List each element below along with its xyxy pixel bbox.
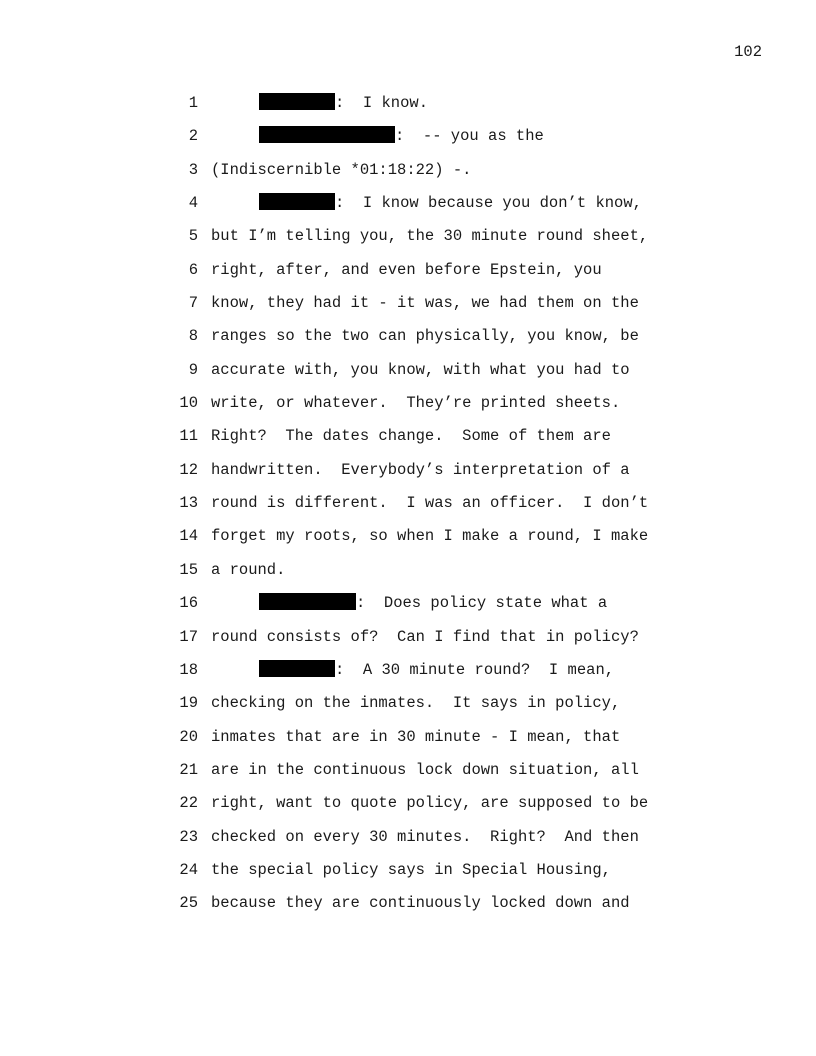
line-text: : I know because you don’t know, xyxy=(335,194,642,213)
line-number: 9 xyxy=(188,360,198,379)
line-number: 15 xyxy=(179,560,198,579)
line-number: 1 xyxy=(188,94,198,112)
line-content xyxy=(211,460,630,480)
line-text: forget my roots, so when I make a round, I make xyxy=(211,527,649,546)
speaker-redaction-box xyxy=(259,660,335,677)
line-text: are in the continuous lock down situation, all xyxy=(211,760,639,779)
speaker-redaction-box xyxy=(259,593,356,610)
line-content xyxy=(259,593,607,613)
transcript-line xyxy=(0,393,816,426)
line-text: (Indiscernible *01:18:22) -. xyxy=(211,160,472,179)
line-content xyxy=(211,727,620,747)
line-number: 10 xyxy=(179,394,198,413)
transcript-line xyxy=(0,293,816,326)
line-content xyxy=(211,260,602,280)
line-text: : A 30 minute round? I mean, xyxy=(335,660,615,679)
line-number: 25 xyxy=(179,894,198,913)
transcript-line xyxy=(0,160,816,193)
line-number: 24 xyxy=(179,860,198,879)
line-content xyxy=(211,293,639,313)
line-text: round is different. I was an officer. I don’t xyxy=(211,494,649,513)
line-number: 5 xyxy=(188,227,198,246)
transcript-line xyxy=(0,827,816,860)
transcript-line xyxy=(0,226,816,259)
line-text: right, want to quote policy, are supposed to be xyxy=(211,794,649,813)
line-text: the special policy says in Special Housing, xyxy=(211,860,611,879)
line-text: Right? The dates change. Some of them are xyxy=(211,427,611,446)
transcript-line xyxy=(0,560,816,593)
transcript-line xyxy=(0,193,816,226)
line-content xyxy=(211,827,639,847)
line-number: 21 xyxy=(179,760,198,779)
transcript-line xyxy=(0,426,816,459)
line-text: inmates that are in 30 minute - I mean, that xyxy=(211,727,621,746)
line-number: 7 xyxy=(188,294,198,313)
line-text: right, after, and even before Epstein, you xyxy=(211,260,602,279)
line-content xyxy=(211,160,471,180)
transcript-line xyxy=(0,860,816,893)
speaker-redaction-box xyxy=(259,126,395,143)
transcript-line xyxy=(0,893,816,926)
transcript-line xyxy=(0,126,816,159)
line-content xyxy=(211,693,620,713)
line-content xyxy=(211,326,639,346)
line-number: 11 xyxy=(179,427,198,446)
line-content xyxy=(211,560,285,580)
line-number: 8 xyxy=(188,327,198,346)
transcript-line xyxy=(0,627,816,660)
line-number: 2 xyxy=(188,127,198,146)
line-content xyxy=(211,493,648,513)
line-text: accurate with, you know, with what you had to xyxy=(211,360,630,379)
line-content xyxy=(259,93,428,113)
line-number: 14 xyxy=(179,527,198,546)
line-content xyxy=(211,226,648,246)
line-number: 23 xyxy=(179,827,198,846)
line-content xyxy=(259,660,614,680)
line-text: round consists of? Can I find that in policy? xyxy=(211,627,639,646)
transcript-line xyxy=(0,460,816,493)
line-number: 18 xyxy=(179,660,198,679)
transcript-line xyxy=(0,326,816,359)
transcript-line xyxy=(0,693,816,726)
line-text: : Does policy state what a xyxy=(356,594,608,613)
line-text: know, they had it - it was, we had them on the xyxy=(211,294,639,313)
line-content xyxy=(259,126,544,146)
line-content xyxy=(211,793,648,813)
transcript-line xyxy=(0,727,816,760)
transcript-line xyxy=(0,593,816,626)
line-number: 17 xyxy=(179,627,198,646)
line-text: because they are continuously locked down and xyxy=(211,894,630,913)
transcript-line xyxy=(0,260,816,293)
transcript-line xyxy=(0,793,816,826)
line-number: 6 xyxy=(188,260,198,279)
speaker-redaction-box xyxy=(259,193,335,210)
line-text: handwritten. Everybody’s interpretation of a xyxy=(211,460,630,479)
line-number: 16 xyxy=(179,594,198,613)
transcript-line xyxy=(0,360,816,393)
transcript-line xyxy=(0,493,816,526)
line-text: : I know. xyxy=(335,94,429,112)
line-content xyxy=(211,893,630,913)
line-content xyxy=(211,426,611,446)
line-number: 3 xyxy=(188,160,198,179)
line-text: checked on every 30 minutes. Right? And then xyxy=(211,827,639,846)
transcript-line xyxy=(0,760,816,793)
transcript-line xyxy=(0,660,816,693)
line-text: write, or whatever. They’re printed sheets. xyxy=(211,394,621,413)
line-text: : -- you as the xyxy=(395,127,544,146)
line-number: 12 xyxy=(179,460,198,479)
line-number: 13 xyxy=(179,494,198,513)
transcript-body xyxy=(0,93,816,927)
line-number: 22 xyxy=(179,794,198,813)
line-text: but I’m telling you, the 30 minute round sheet, xyxy=(211,227,649,246)
transcript-line xyxy=(0,93,816,126)
line-content xyxy=(211,627,639,647)
line-content xyxy=(211,360,630,380)
line-content xyxy=(211,393,620,413)
page-number: 102 xyxy=(734,43,762,61)
line-text: checking on the inmates. It says in policy, xyxy=(211,694,621,713)
line-content xyxy=(259,193,642,213)
line-number: 4 xyxy=(188,194,198,213)
line-number: 19 xyxy=(179,694,198,713)
line-content xyxy=(211,860,611,880)
line-text: ranges so the two can physically, you know, be xyxy=(211,327,639,346)
line-content xyxy=(211,526,648,546)
line-number: 20 xyxy=(179,727,198,746)
line-content xyxy=(211,760,639,780)
line-text: a round. xyxy=(211,560,286,579)
speaker-redaction-box xyxy=(259,93,335,110)
transcript-line xyxy=(0,526,816,559)
